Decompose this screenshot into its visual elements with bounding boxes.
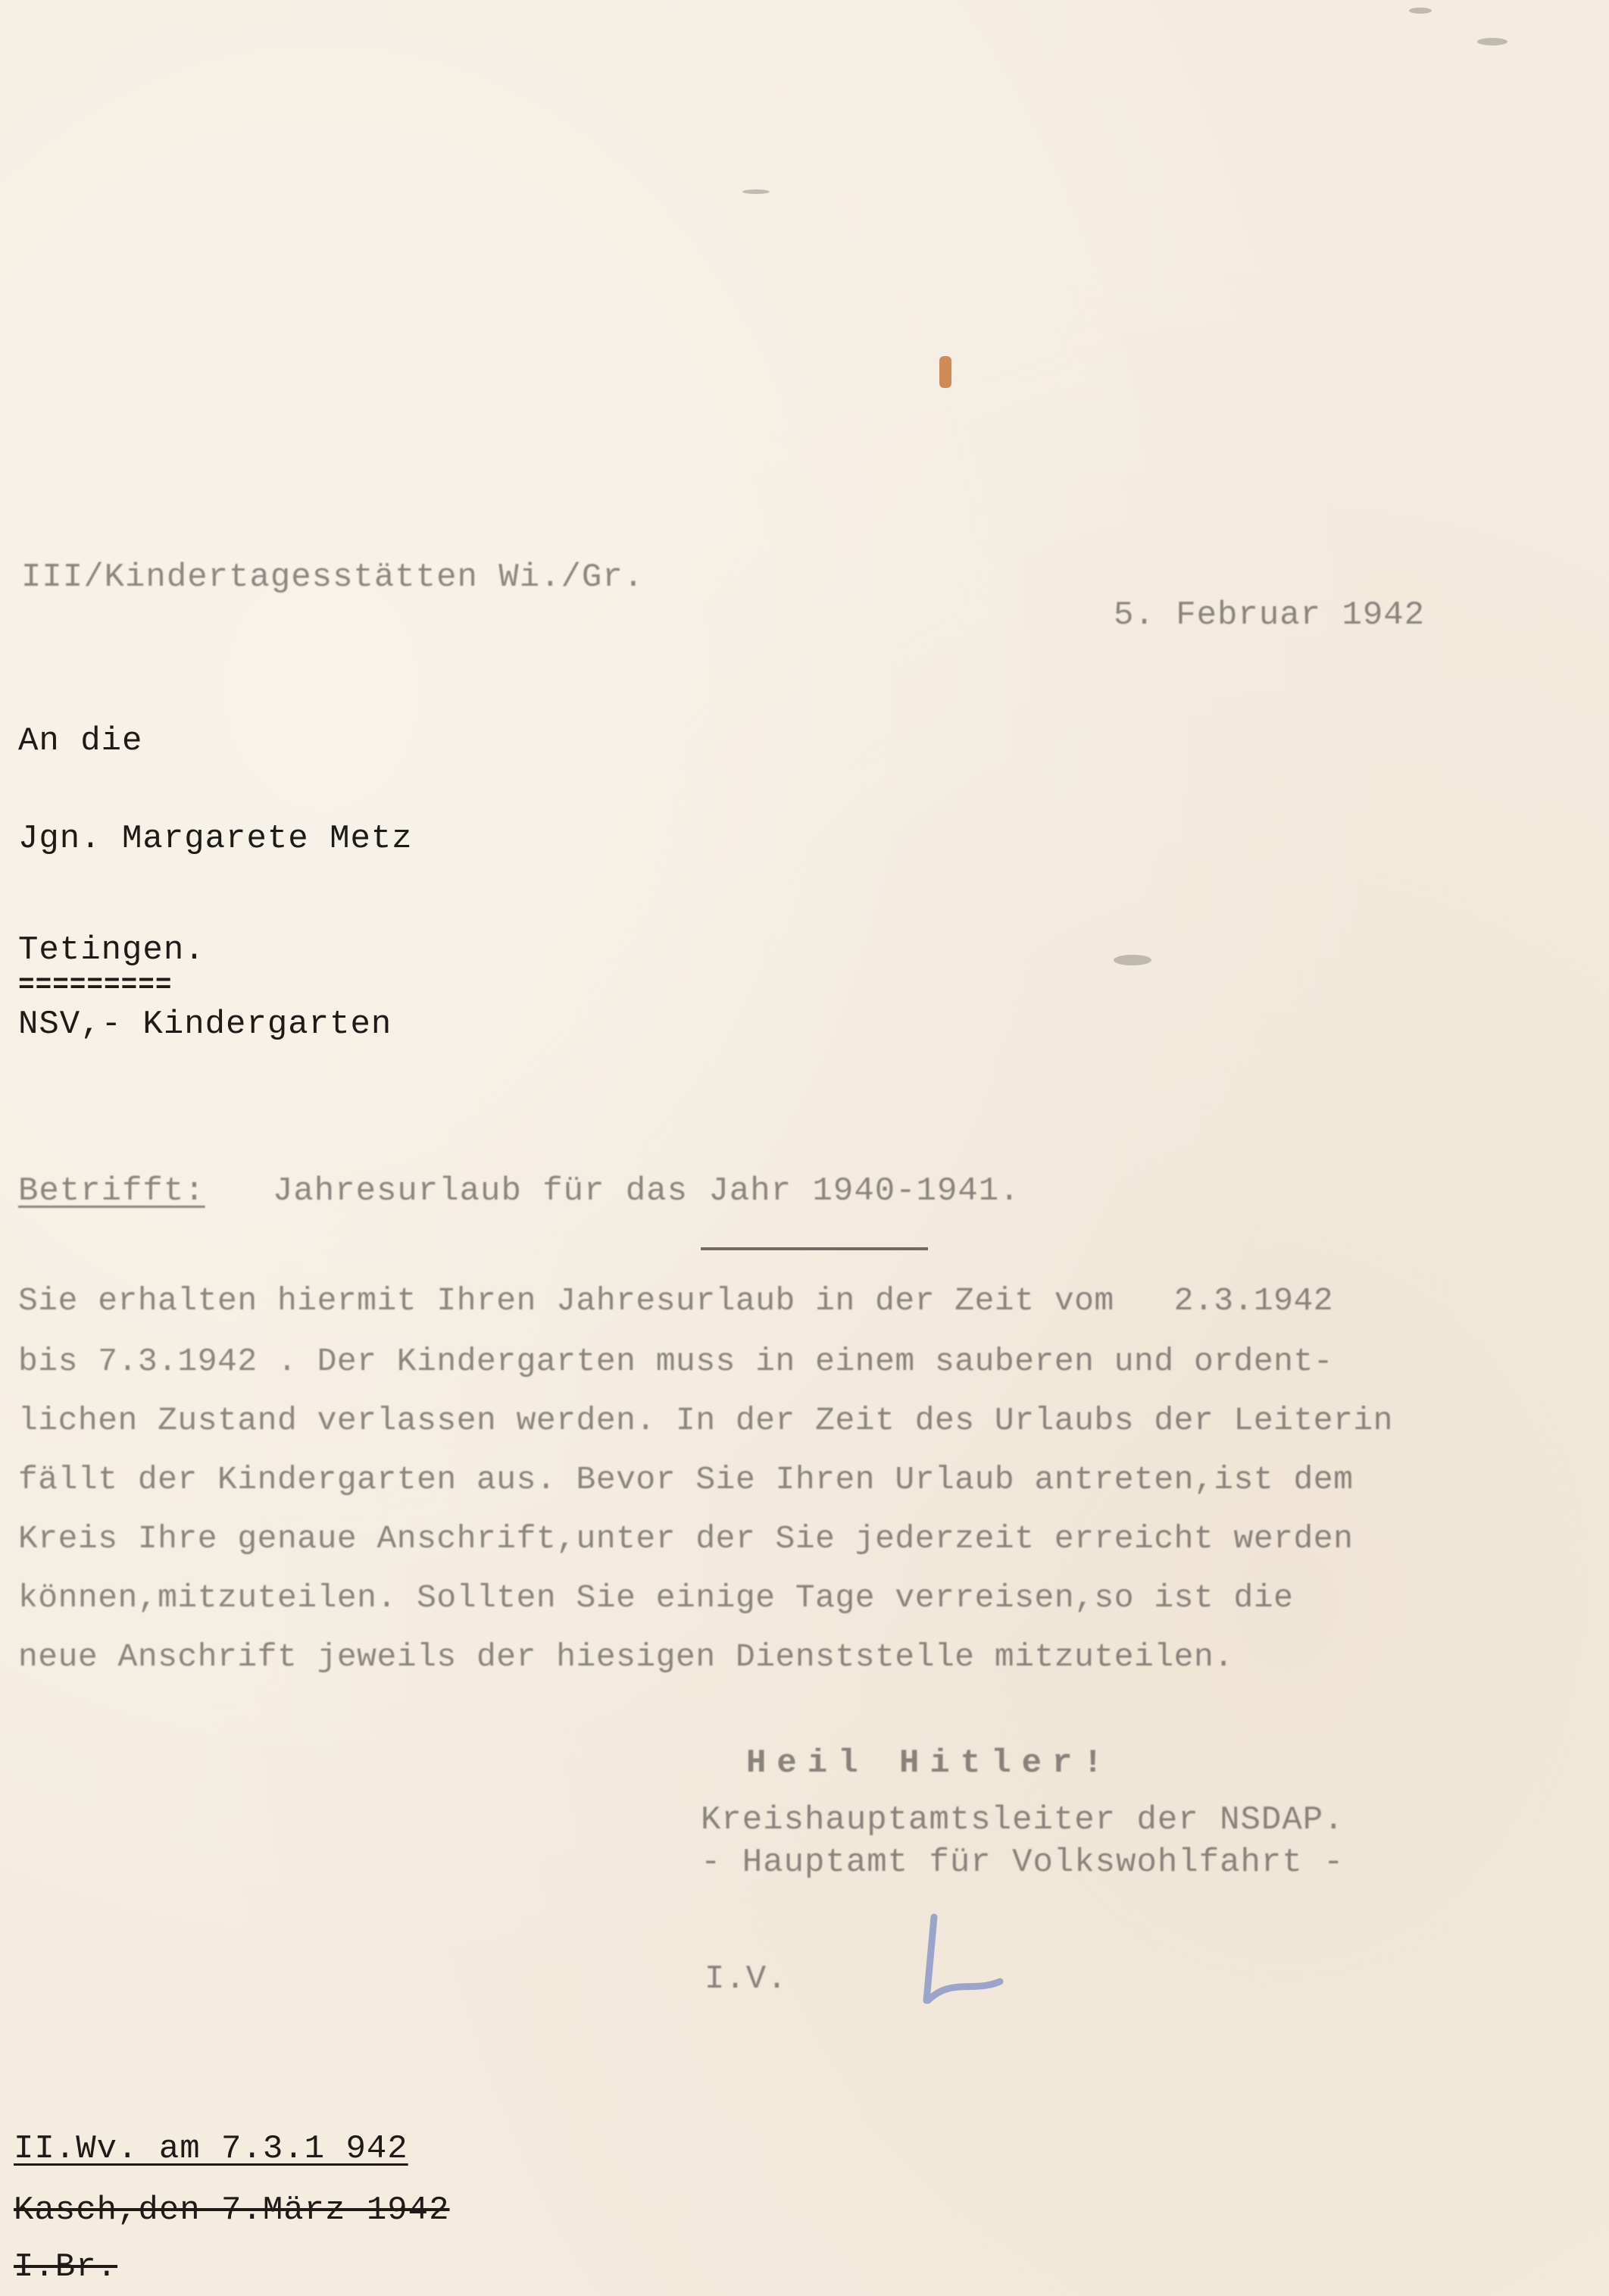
- body-line: fällt der Kindergarten aus. Bevor Sie Ihren Urlaub antreten,ist dem: [18, 1461, 1354, 1498]
- recipient-institution: NSV,- Kindergarten: [18, 1006, 392, 1043]
- closing-greeting: Heil Hitler!: [746, 1744, 1114, 1782]
- rust-stain: [939, 356, 951, 388]
- recipient-salutation: An die: [18, 722, 143, 760]
- letter-date: 5. Februar 1942: [1114, 596, 1426, 634]
- subject-separator: [701, 1247, 928, 1250]
- recipient-name: Jgn. Margarete Metz: [18, 820, 413, 858]
- closing-iv: I.V.: [705, 1960, 788, 1998]
- struck-date-line: Kasch,den 7.März 1942: [14, 2191, 450, 2229]
- body-line: neue Anschrift jeweils der hiesigen Dienststelle mitzuteilen.: [18, 1638, 1234, 1675]
- body-line: können,mitzuteilen. Sollten Sie einige Tage verreisen,so ist die: [18, 1579, 1294, 1616]
- closing-office-2: - Hauptamt für Volkswohlfahrt -: [701, 1844, 1345, 1882]
- subject-text: Jahresurlaub für das Jahr 1940-1941.: [273, 1172, 1020, 1210]
- struck-short-line: I.Br.: [14, 2248, 118, 2286]
- body-line: lichen Zustand verlassen werden. In der Zeit des Urlaubs der Leiterin: [18, 1402, 1393, 1439]
- subject-label: Betrifft:: [18, 1172, 205, 1210]
- dust-speck: [742, 189, 770, 194]
- body-line: Kreis Ihre genaue Anschrift,unter der Sie jederzeit erreicht werden: [18, 1520, 1354, 1557]
- signature-mark: [905, 1910, 1011, 2023]
- followup-note: II.Wv. am 7.3.1 942: [14, 2130, 408, 2168]
- body-line: bis 7.3.1942 . Der Kindergarten muss in einem sauberen und ordent-: [18, 1343, 1334, 1380]
- reference-line: III/Kindertagesstätten Wi./Gr.: [21, 558, 645, 596]
- recipient-town: Tetingen.: [18, 931, 205, 969]
- recipient-town-underline: =========: [18, 969, 173, 1000]
- dust-speck: [1114, 955, 1151, 965]
- body-line: Sie erhalten hiermit Ihren Jahresurlaub in der Zeit vom 2.3.1942: [18, 1282, 1334, 1319]
- dust-speck: [1409, 8, 1432, 14]
- dust-speck: [1477, 38, 1507, 45]
- closing-office-1: Kreishauptamtsleiter der NSDAP.: [701, 1801, 1345, 1839]
